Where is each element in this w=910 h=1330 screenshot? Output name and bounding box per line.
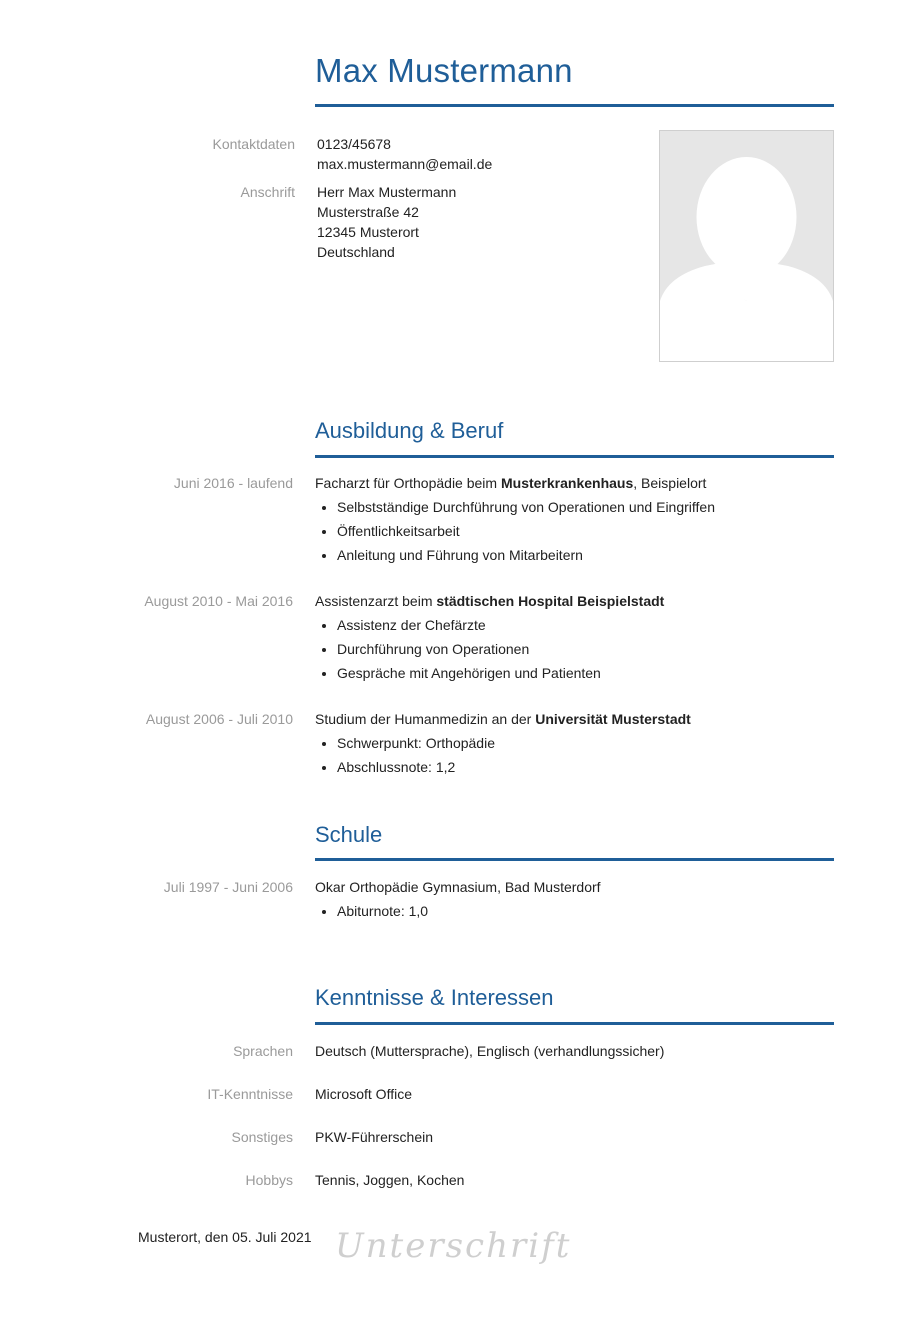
skill-value: PKW-Führerschein <box>315 1129 434 1145</box>
contact-values <box>317 134 492 174</box>
place-date: Musterort, den 05. Juli 2021 <box>138 1229 312 1245</box>
skill-label: IT-Kenntnisse <box>207 1086 293 1102</box>
entry-title: Facharzt für Orthopädie beim <box>315 475 501 491</box>
address-label: Anschrift <box>240 184 295 200</box>
list-item: • Abschlussnote: 1,2 <box>337 755 834 779</box>
skill-value: Microsoft Office <box>315 1086 412 1102</box>
skill-label: Hobbys <box>245 1172 293 1188</box>
career-entry <box>315 471 834 567</box>
skill-label: Sonstiges <box>231 1129 293 1145</box>
section-title-skills: Kenntnisse & Interessen <box>315 985 554 1010</box>
profile-photo <box>659 130 834 362</box>
list-item: • Abiturnote: 1,0 <box>337 899 834 923</box>
list-item: • Anleitung und Führung von Mitarbeitern <box>337 543 834 567</box>
list-item: • Gespräche mit Angehörigen und Patienten <box>337 661 834 685</box>
section-divider <box>315 858 834 861</box>
career-entry <box>315 589 834 685</box>
address-values <box>317 182 456 262</box>
list-item: • Öffentlichkeitsarbeit <box>337 519 834 543</box>
page-title: Max Mustermann <box>315 52 573 89</box>
entry-title: Assistenzarzt beim <box>315 593 437 609</box>
entry-employer: Musterkrankenhaus <box>500 475 634 491</box>
entry-bullets <box>315 731 834 779</box>
list-item: • Assistenz der Chefärzte <box>337 613 834 637</box>
section-title-career: Ausbildung & Beruf <box>315 418 504 443</box>
section-divider <box>315 1022 834 1025</box>
address-line: Musterstraße 42 <box>317 204 419 220</box>
address-line: Deutschland <box>317 244 395 260</box>
address-line: Herr Max Mustermann <box>317 184 457 200</box>
entry-bullets <box>315 899 834 923</box>
skill-label: Sprachen <box>233 1043 293 1059</box>
skill-value: Deutsch (Muttersprache), Englisch (verhandlungssicher) <box>315 1043 665 1059</box>
entry-bullets <box>315 613 834 685</box>
entry-employer: Universität Musterstadt <box>535 711 691 727</box>
phone-text: 0123/45678 <box>317 136 391 152</box>
career-entry <box>315 707 834 779</box>
career-date: August 2010 - Mai 2016 <box>144 593 293 609</box>
entry-location: , Beispielort <box>633 475 707 491</box>
email-text: max.mustermann@email.de <box>317 156 493 172</box>
title-divider <box>315 104 834 107</box>
career-date: Juni 2016 - laufend <box>173 475 293 491</box>
section-title-school: Schule <box>315 822 383 847</box>
school-date: Juli 1997 - Juni 2006 <box>163 879 293 895</box>
career-date: August 2006 - Juli 2010 <box>145 711 293 727</box>
contact-label: Kontaktdaten <box>212 136 295 152</box>
entry-title: Okar Orthopädie Gymnasium, Bad Musterdorf <box>315 879 601 895</box>
list-item: • Schwerpunkt: Orthopädie <box>337 731 834 755</box>
avatar-placeholder-icon <box>660 131 833 361</box>
entry-title: Studium der Humanmedizin an der <box>315 711 536 727</box>
skill-value: Tennis, Joggen, Kochen <box>315 1172 465 1188</box>
address-line: 12345 Musterort <box>317 224 419 240</box>
entry-employer: städtischen Hospital Beispielstadt <box>436 593 665 609</box>
signature: Unterschrift <box>335 1226 572 1266</box>
entry-bullets <box>315 495 834 567</box>
list-item: • Selbstständige Durchführung von Operationen und Eingriffen <box>337 495 834 519</box>
section-divider <box>315 455 834 458</box>
school-entry <box>315 875 834 923</box>
list-item: • Durchführung von Operationen <box>337 637 834 661</box>
